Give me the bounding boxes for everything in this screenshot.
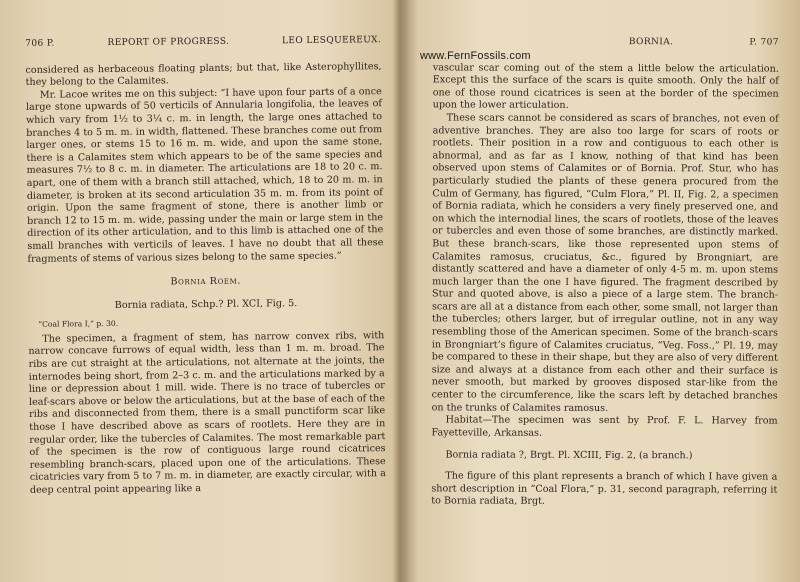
- left-page-number: 706 P.: [25, 38, 55, 49]
- left-paragraph-1: considered as herbaceous floating plants; but that, like Asterophyllites, they belong to the Calamites.: [25, 60, 382, 89]
- left-header-title: REPORT OF PROGRESS.: [107, 36, 230, 49]
- reference-note: “Coal Flora I,” p. 30.: [38, 319, 119, 330]
- right-paragraph-1: vascular scar coming out of the stem a little below the articulation. Except this the surface of the scars is quite smooth. Only the half of one of those round cicatrices is seen at the border of the specimen upon the lower articulation.: [432, 61, 779, 112]
- right-paragraph-3: Habitat—The specimen was sent by Prof. F. L. Harvey from Fayetteville, Arkansas.: [431, 414, 778, 439]
- header-spacer: [433, 35, 553, 48]
- watermark-url: www.FernFossils.com: [420, 50, 531, 62]
- right-paragraph-2: These scars cannot be considered as scars of branches, not even of adventive branches. They are also too large for scars of roots or rootlets. Their position in a row and contiguous to each other is abnormal, and as far as I know, nothing of that kind has been observed upon stems of Calamites or of Bornia. Prof. Stur, who has particularly studied the plants of these genera procured from the Culm of Germany, has figured, “Culm Flora,” Pl. II, Fig. 2, a specimen of Bornia radiata, which he considers a very finely preserved one, and on which the internodial lines, the scars of rootlets, those of the leaves or tubercles and even those of some branches, are distinctly marked. But these branch-scars, like those represented upon stems of Calamites ramosus, cruciatus, &c., figured by Brongniart, are distantly scattered and have a diameter of only 4-5 m. m. upon stems much larger than the one I have figured. The fragment described by Stur and quoted above, is also a piece of a large stem. The branch-scars are all at a distance from each other, some small, not larger than the tubercles; others larger, but of irregular outline, not in any way resembling those of the American specimen. Some of the branch-scars in Brongniart’s figure of Calamites cruciatus, “Veg. Foss.,” Pl. 19, may be compared to these in their shape, but they are also of very different size and always at a distance from each other and their surface is never smooth, but marked by grooves disposed star-like from the center to the circumference, like the scars left by detached branches on the trunks of Calamites ramosus.: [431, 112, 779, 414]
- section-title: Bornia Roem.: [170, 275, 242, 288]
- right-page: [431, 35, 779, 574]
- species-subtitle: Bornia radiata, Schp.? Pl. XCI, Fig. 5.: [114, 297, 298, 311]
- right-page-number: P. 707: [749, 37, 779, 48]
- left-header-author: LEO LESQUEREUX.: [281, 35, 382, 47]
- left-paragraph-2: Mr. Lacoe writes me on this subject: “I have upon four parts of a once large stone upwards of 50 verticils of Annularia longifolia, the leaves of which vary from 1½ to 3¼ c. m. in length, the large ones attached to branches 4 to 5 m. m. in width, flattened. These branches come out from larger ones, or stems 15 to 16 m. m. wide, and upon the same stone, there is a Calamites stem which appears to be of the same species and measures 7½ to 8 c. m. in diameter. The articulations are 18 to 20 c. m. apart, one of them with a branch still attached, which, 18 to 20 m. m. in diameter, is broken at its second articulation 35 m. m. from its point of origin. Upon the same fragment of stone, there is another limb or branch 12 to 15 m. m. wide, passing under the main or large stem in the direction of its other articulation, and to this limb is attached one of the small branches with verticils of leaves. I have no doubt that all these fragments of stems of various sizes belong to the same species.”: [25, 85, 384, 265]
- right-header-title: BORNIA.: [628, 37, 674, 48]
- right-paragraph-4: The figure of this plant represents a branch of which I have given a short description in “Coal Flora,” p. 31, second paragraph, referring it to Bornia radiata, Brgt.: [431, 470, 778, 507]
- book-gutter: [394, 0, 418, 582]
- left-running-head: [25, 34, 381, 50]
- left-paragraph-3: The specimen, a fragment of stem, has narrow convex ribs, with narrow concave furrows of equal width, less than 1 m. m. broad. The ribs are cut straight at the articulations, not alternate at the joints, the internodes being short, from 2–3 c. m. and the articulations marked by a line or depression about 1 mill. wide. There is no trace of tubercles or leaf-scars above or below the articulations, but at the base of each of the ribs and disconnected from them, there is a small punctiform scar like those I have described above as scars of rootlets. Here they are in regular order, like the tubercles of Calamites. The most remarkable part of the specimen is the row of contiguous large round cicatrices resembling branch-scars, placed upon one of the articulations. These cicatricies vary from 5 to 7 m. m. in diameter, are exactly circular, with a deep central point appearing like a: [28, 330, 386, 496]
- right-running-head: [433, 35, 779, 49]
- right-species-heading: Bornia radiata ?, Brgt. Pl. XCIII, Fig. 2, (a branch.): [445, 449, 693, 462]
- left-page: [25, 34, 387, 576]
